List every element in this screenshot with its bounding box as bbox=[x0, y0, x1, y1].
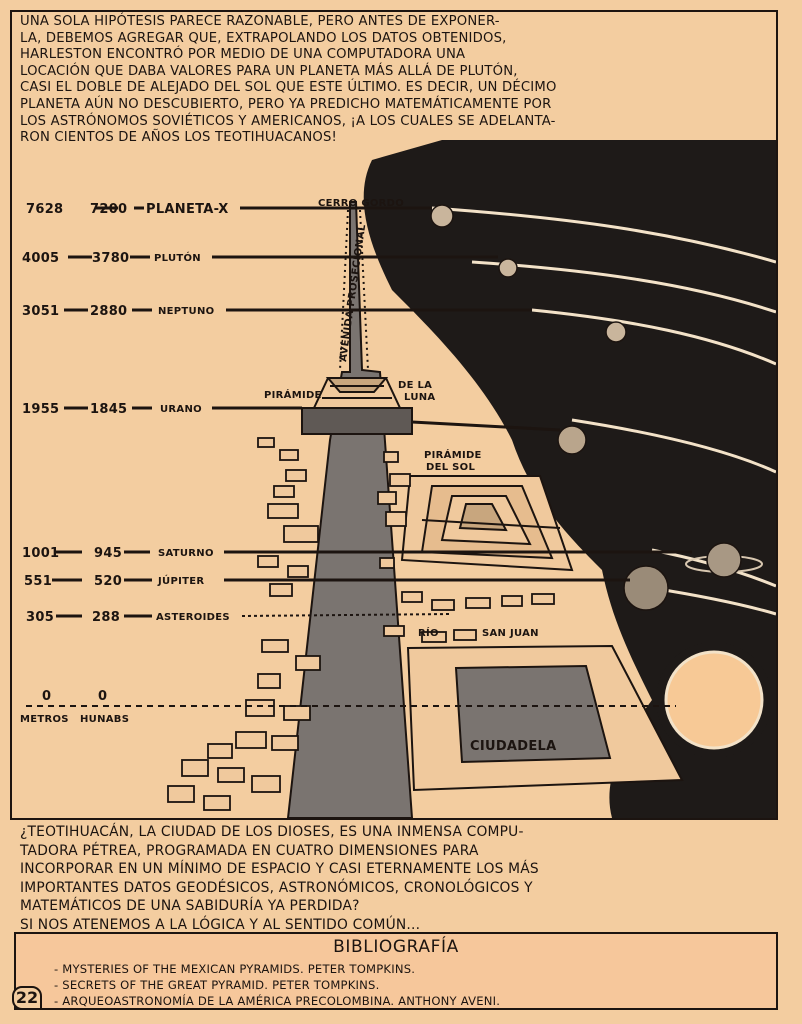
caption-line: IMPORTANTES DATOS GEODÉSICOS, ASTRONÓMICOS, CRONOLÓGICOS Y bbox=[20, 879, 533, 896]
scale-hunabs-3780: 3780 bbox=[92, 251, 130, 266]
scale-hunabs-7200: 7200 bbox=[90, 202, 128, 217]
intro-line: LOCACIÓN QUE DABA VALORES PARA UN PLANETA MÁS ALLÁ DE PLUTÓN, bbox=[20, 63, 518, 79]
scale-name-jupiter: JÚPITER bbox=[158, 576, 205, 587]
scale-hunabs-945: 945 bbox=[94, 546, 123, 561]
label-cerro-gordo: CERRO GORDO bbox=[318, 198, 405, 209]
label-ciudadela: CIUDADELA bbox=[470, 739, 557, 754]
sun bbox=[666, 652, 762, 748]
bibliography-item: - MYSTERIES OF THE MEXICAN PYRAMIDS. PETER TOMPKINS. bbox=[54, 962, 416, 976]
caption-line: MATEMÁTICOS DE UNA SABIDURÍA YA PERDIDA? bbox=[20, 898, 360, 914]
bibliography-box bbox=[14, 932, 778, 1010]
planet-x-globe bbox=[431, 205, 453, 227]
intro-line: RON CIENTOS DE AÑOS LOS TEOTIHUACANOS! bbox=[20, 130, 338, 146]
scale-name-pluton: PLUTÓN bbox=[154, 253, 201, 264]
scale-metros-1001: 1001 bbox=[22, 546, 60, 561]
label-piramide-sol-a: PIRÁMIDE bbox=[424, 450, 482, 461]
label-san-juan: SAN JUAN bbox=[482, 628, 539, 639]
scale-metros-305: 305 bbox=[26, 610, 55, 625]
bibliography-list bbox=[54, 961, 500, 1009]
teotihuacan-illustration bbox=[12, 140, 776, 818]
scale-metros-4005: 4005 bbox=[22, 251, 60, 266]
caption-line: ¿TEOTIHUACÁN, LA CIUDAD DE LOS DIOSES, ES UNA INMENSA COMPU- bbox=[20, 824, 524, 840]
scale-name-urano: URANO bbox=[160, 404, 202, 415]
pyramid-of-the-moon bbox=[302, 378, 412, 434]
scale-hunabs-520: 520 bbox=[94, 574, 123, 589]
scale-metros-551: 551 bbox=[24, 574, 53, 589]
scale-hunabs-2880: 2880 bbox=[90, 304, 128, 319]
label-hunabs: HUNABS bbox=[80, 714, 130, 725]
uranus-globe bbox=[558, 426, 586, 454]
intro-line: LOS ASTRÓNOMOS SOVIÉTICOS Y AMERICANOS, ¡A LOS CUALES SE ADELANTA- bbox=[20, 113, 556, 129]
pluto-globe bbox=[499, 259, 517, 277]
caption-text bbox=[20, 823, 780, 934]
intro-line: HARLESTON ENCONTRÓ POR MEDIO DE UNA COMPUTADORA UNA bbox=[20, 47, 466, 63]
label-rio: RÍO bbox=[418, 628, 439, 639]
neptune-globe bbox=[606, 322, 626, 342]
label-piramide-luna-b: DE LA bbox=[398, 380, 433, 391]
scale-metros-0: 0 bbox=[42, 689, 52, 704]
page-number: 22 bbox=[12, 986, 42, 1010]
caption-line: INCORPORAR EN UN MÍNIMO DE ESPACIO Y CASI ETERNAMENTE LOS MÁS bbox=[20, 861, 539, 877]
bibliography-title: BIBLIOGRAFÍA bbox=[333, 937, 459, 957]
scale-metros-7628: 7628 bbox=[26, 202, 64, 217]
jupiter-globe bbox=[624, 566, 668, 610]
saturn-globe bbox=[707, 543, 741, 577]
label-metros: METROS bbox=[20, 714, 69, 725]
scale-metros-1955: 1955 bbox=[22, 402, 60, 417]
intro-line: PLANETA AÚN NO DESCUBIERTO, PERO YA PREDICHO MATEMÁTICAMENTE POR bbox=[20, 96, 552, 112]
scale-name-neptuno: NEPTUNO bbox=[158, 306, 215, 317]
intro-line: UNA SOLA HIPÓTESIS PARECE RAZONABLE, PERO ANTES DE EXPONER- bbox=[20, 14, 500, 29]
bibliography-item: - SECRETS OF THE GREAT PYRAMID. PETER TOMPKINS. bbox=[54, 978, 380, 992]
bibliography-item: - ARQUEOASTRONOMÍA DE LA AMÉRICA PRECOLOMBINA. ANTHONY AVENI. bbox=[54, 994, 501, 1008]
scale-hunabs-0: 0 bbox=[98, 689, 108, 704]
label-piramide-sol-b: DEL SOL bbox=[426, 462, 476, 473]
scale-hunabs-1845: 1845 bbox=[90, 402, 128, 417]
intro-line: LA, DEBEMOS AGREGAR QUE, EXTRAPOLANDO LOS DATOS OBTENIDOS, bbox=[20, 30, 507, 46]
caption-line: TADORA PÉTREA, PROGRAMADA EN CUATRO DIMENSIONES PARA bbox=[20, 842, 479, 859]
scale-name-planeta-x: PLANETA-X bbox=[146, 202, 229, 217]
scale-metros-3051: 3051 bbox=[22, 304, 60, 319]
scale-name-saturno: SATURNO bbox=[158, 548, 214, 559]
scale-labels bbox=[20, 202, 230, 725]
label-avenida: AVENIDA PROSECIONAL bbox=[338, 223, 369, 363]
caption-line: SI NOS ATENEMOS A LA LÓGICA Y AL SENTIDO COMÚN... bbox=[20, 916, 421, 933]
scale-name-asteroides: ASTEROIDES bbox=[156, 612, 230, 623]
intro-text bbox=[20, 14, 775, 147]
scale-hunabs-288: 288 bbox=[92, 610, 121, 625]
intro-line: CASI EL DOBLE DE ALEJADO DEL SOL QUE ESTE ÚLTIMO. ES DECIR, UN DÉCIMO bbox=[20, 80, 557, 96]
illustration-panel bbox=[12, 140, 776, 818]
label-piramide-luna-a: PIRÁMIDE bbox=[264, 390, 322, 401]
label-piramide-luna-c: LUNA bbox=[404, 392, 436, 403]
